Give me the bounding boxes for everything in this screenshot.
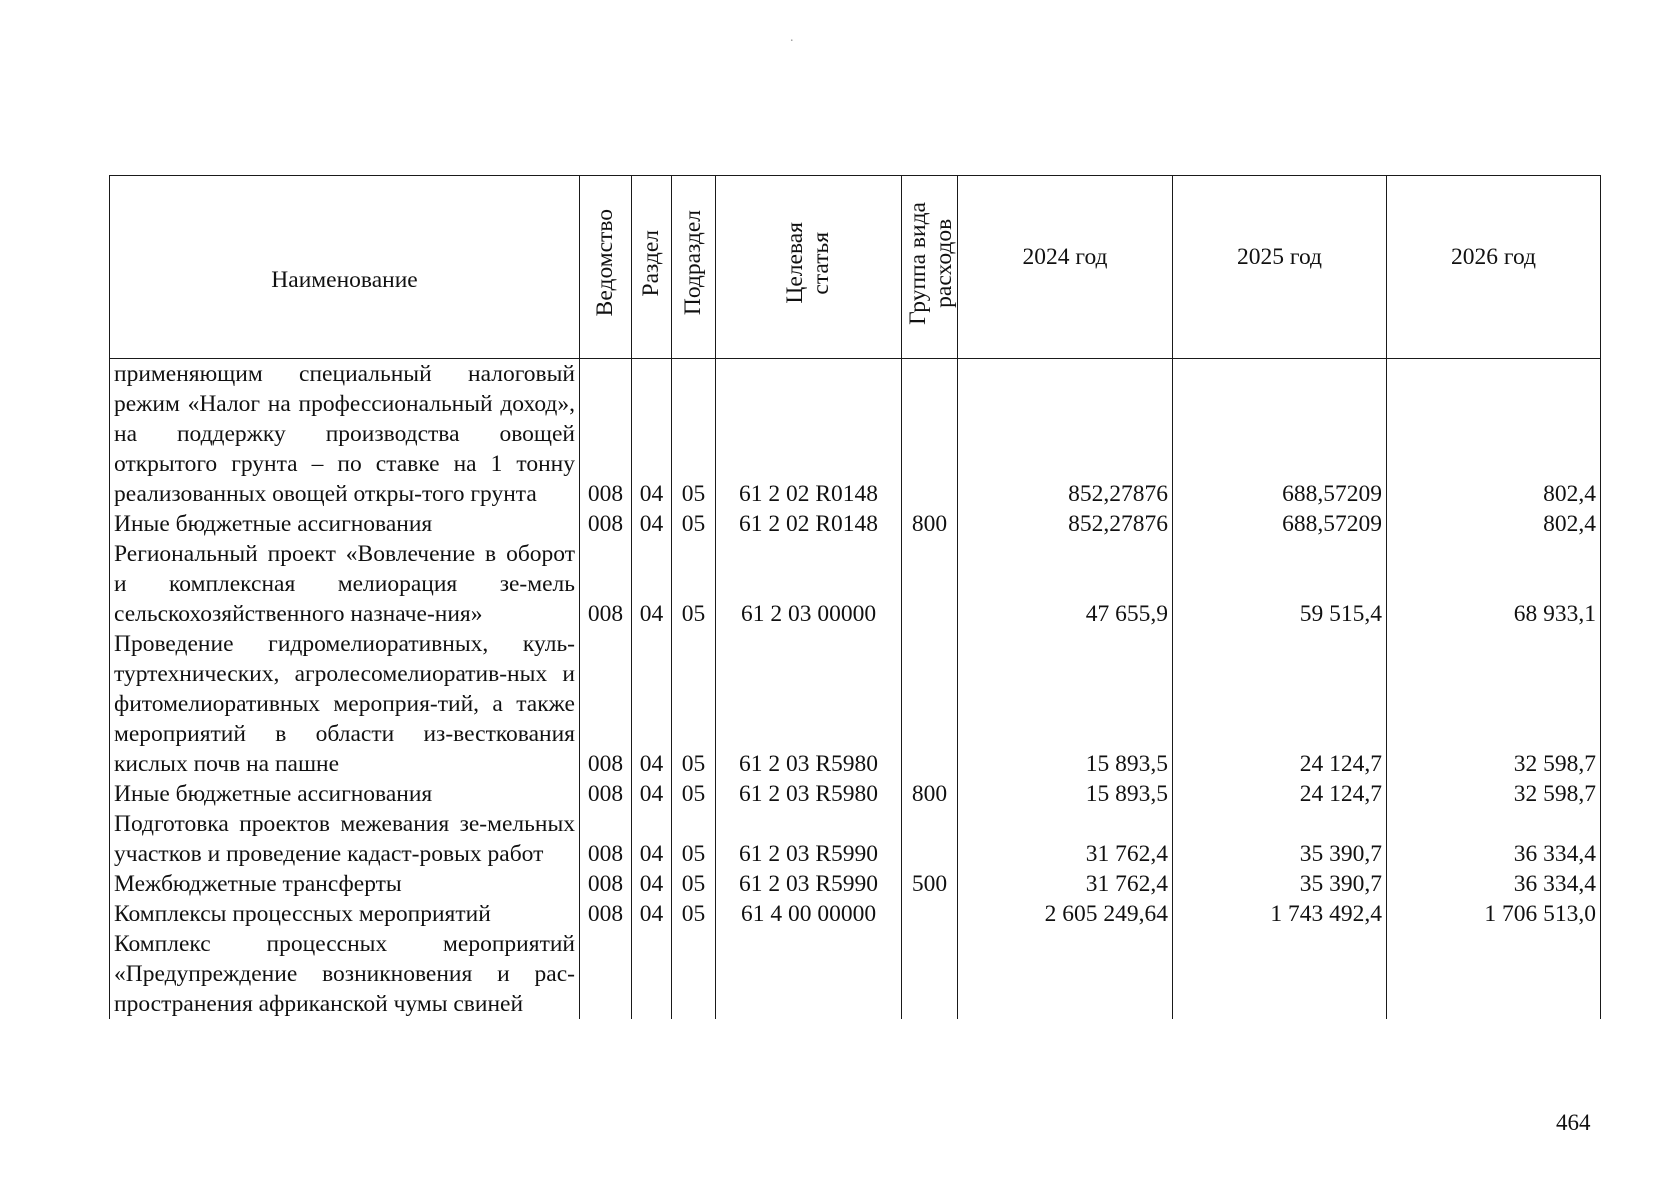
cell-y2025: 1 743 492,4 <box>1173 899 1387 929</box>
cell-name: Иные бюджетные ассигнования <box>110 509 580 539</box>
table-row <box>110 509 1601 539</box>
cell-target: 61 2 02 R0148 <box>716 509 902 539</box>
cell-target: 61 2 03 00000 <box>716 539 902 629</box>
table-row <box>110 809 1601 869</box>
table-row <box>110 629 1601 779</box>
cell-y2024: 15 893,5 <box>958 629 1173 779</box>
cell-y2026: 32 598,7 <box>1387 629 1601 779</box>
cell-target: 61 2 03 R5980 <box>716 629 902 779</box>
cell-dept: 008 <box>580 629 632 779</box>
cell-target: 61 2 03 R5980 <box>716 779 902 809</box>
col-header-2025: 2025 год <box>1173 176 1387 359</box>
cell-group <box>902 539 958 629</box>
cell-y2024: 47 655,9 <box>958 539 1173 629</box>
cell-dept: 008 <box>580 809 632 869</box>
cell-y2026: 802,4 <box>1387 509 1601 539</box>
cell-subsection: 05 <box>672 359 716 510</box>
cell-y2025: 688,57209 <box>1173 359 1387 510</box>
cell-section: 04 <box>632 359 672 510</box>
cell-section: 04 <box>632 899 672 929</box>
table-body <box>110 359 1601 1020</box>
cell-y2025: 688,57209 <box>1173 509 1387 539</box>
page-number: 464 <box>1556 1110 1591 1135</box>
cell-y2026: 68 933,1 <box>1387 539 1601 629</box>
scan-mark: . <box>790 30 794 45</box>
cell-target <box>716 929 902 1019</box>
cell-y2024: 852,27876 <box>958 509 1173 539</box>
cell-y2024: 31 762,4 <box>958 869 1173 899</box>
cell-y2026: 36 334,4 <box>1387 869 1601 899</box>
cell-target: 61 2 02 R0148 <box>716 359 902 510</box>
col-header-2026: 2026 год <box>1387 176 1601 359</box>
cell-y2024: 31 762,4 <box>958 809 1173 869</box>
cell-y2026: 1 706 513,0 <box>1387 899 1601 929</box>
cell-subsection: 05 <box>672 539 716 629</box>
table-header-row <box>110 176 1601 359</box>
col-header-section: Раздел <box>632 176 672 359</box>
col-header-2024: 2024 год <box>958 176 1173 359</box>
cell-group <box>902 629 958 779</box>
cell-section <box>632 929 672 1019</box>
cell-target: 61 2 03 R5990 <box>716 869 902 899</box>
cell-dept: 008 <box>580 869 632 899</box>
cell-y2024: 852,27876 <box>958 359 1173 510</box>
cell-group <box>902 929 958 1019</box>
cell-name: Иные бюджетные ассигнования <box>110 779 580 809</box>
col-header-subsection: Подраздел <box>672 176 716 359</box>
cell-group: 800 <box>902 779 958 809</box>
cell-name: Комплекс процессных мероприятий «Предупреждение возникновения и рас-пространения африканской чумы свиней <box>110 929 580 1019</box>
cell-group: 500 <box>902 869 958 899</box>
cell-y2025: 24 124,7 <box>1173 629 1387 779</box>
cell-y2025: 24 124,7 <box>1173 779 1387 809</box>
cell-y2024: 15 893,5 <box>958 779 1173 809</box>
cell-dept: 008 <box>580 779 632 809</box>
cell-subsection: 05 <box>672 899 716 929</box>
table-row <box>110 899 1601 929</box>
table-row <box>110 539 1601 629</box>
cell-section: 04 <box>632 779 672 809</box>
cell-section: 04 <box>632 809 672 869</box>
cell-name: применяющим специальный налоговый режим «Налог на профессиональный доход», на поддержку производства овощей открытого грунта – по ставке на 1 тонну реализованных овощей откры-того грунта <box>110 359 580 510</box>
cell-y2026: 32 598,7 <box>1387 779 1601 809</box>
col-header-target: Целевая статья <box>716 176 902 359</box>
cell-group: 800 <box>902 509 958 539</box>
budget-table <box>109 175 1601 1019</box>
cell-subsection <box>672 929 716 1019</box>
cell-group <box>902 809 958 869</box>
cell-y2024: 2 605 249,64 <box>958 899 1173 929</box>
cell-subsection: 05 <box>672 629 716 779</box>
cell-y2025: 35 390,7 <box>1173 809 1387 869</box>
table-row <box>110 869 1601 899</box>
cell-target: 61 2 03 R5990 <box>716 809 902 869</box>
cell-subsection: 05 <box>672 779 716 809</box>
cell-section: 04 <box>632 509 672 539</box>
cell-subsection: 05 <box>672 809 716 869</box>
cell-y2025 <box>1173 929 1387 1019</box>
cell-group <box>902 899 958 929</box>
cell-section: 04 <box>632 869 672 899</box>
cell-y2024 <box>958 929 1173 1019</box>
cell-dept: 008 <box>580 899 632 929</box>
col-header-dept: Ведомство <box>580 176 632 359</box>
cell-target: 61 4 00 00000 <box>716 899 902 929</box>
cell-y2026: 36 334,4 <box>1387 809 1601 869</box>
cell-name: Региональный проект «Вовлечение в оборот и комплексная мелиорация зе-мель сельскохозяйственного назначе-ния» <box>110 539 580 629</box>
cell-name: Комплексы процессных мероприятий <box>110 899 580 929</box>
cell-name: Проведение гидромелиоративных, куль-туртехнических, агролесомелиоратив-ных и фитомелиоративных мероприя-тий, а также мероприятий в области из-весткования кислых почв на пашне <box>110 629 580 779</box>
cell-y2026 <box>1387 929 1601 1019</box>
cell-subsection: 05 <box>672 509 716 539</box>
cell-y2026: 802,4 <box>1387 359 1601 510</box>
cell-dept: 008 <box>580 539 632 629</box>
cell-name: Межбюджетные трансферты <box>110 869 580 899</box>
table-row <box>110 359 1601 510</box>
cell-name: Подготовка проектов межевания зе-мельных участков и проведение кадаст-ровых работ <box>110 809 580 869</box>
cell-y2025: 35 390,7 <box>1173 869 1387 899</box>
cell-subsection: 05 <box>672 869 716 899</box>
col-header-name: Наименование <box>110 176 580 359</box>
table-row <box>110 929 1601 1019</box>
cell-dept <box>580 929 632 1019</box>
cell-group <box>902 359 958 510</box>
cell-dept: 008 <box>580 359 632 510</box>
cell-y2025: 59 515,4 <box>1173 539 1387 629</box>
col-header-group: Группа вида расходов <box>902 176 958 359</box>
table-row <box>110 779 1601 809</box>
cell-section: 04 <box>632 539 672 629</box>
cell-section: 04 <box>632 629 672 779</box>
cell-dept: 008 <box>580 509 632 539</box>
